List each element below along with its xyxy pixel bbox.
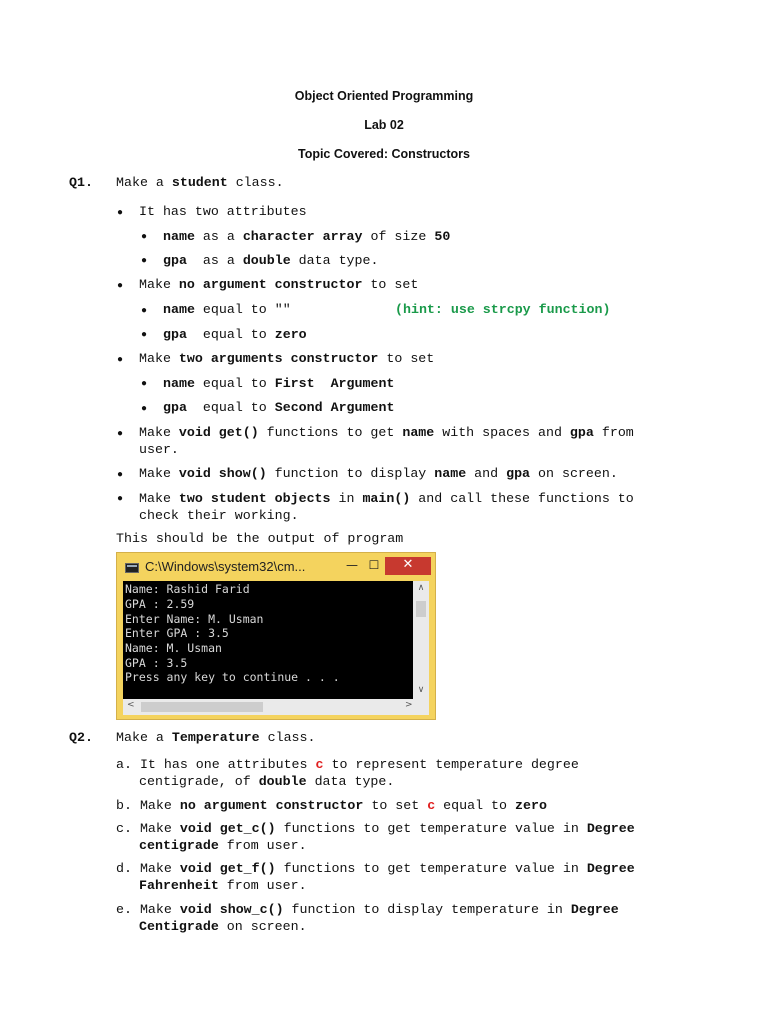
- scroll-thumb[interactable]: [416, 601, 426, 617]
- output-note: This should be the output of program: [116, 531, 404, 546]
- scroll-right-icon[interactable]: >: [405, 700, 413, 710]
- bullet-icon: ●: [141, 256, 148, 267]
- q1-attr-gpa: gpa as a double data type.: [163, 253, 379, 268]
- q1-bullet-get: Make void get() functions to get name with spaces and gpa from: [139, 425, 634, 440]
- console-titlebar[interactable]: [117, 553, 435, 581]
- course-title: Object Oriented Programming: [294, 89, 474, 103]
- bullet-icon: ●: [117, 429, 124, 440]
- console-title: C:\Windows\system32\cm...: [145, 559, 306, 574]
- q1-bullet-two-arg: Make two arguments constructor to set: [139, 351, 435, 366]
- scroll-left-icon[interactable]: <: [127, 700, 135, 710]
- bullet-icon: ●: [141, 306, 148, 317]
- bullet-icon: ●: [117, 208, 124, 219]
- horizontal-scrollbar[interactable]: [123, 699, 429, 715]
- q1-label: Q1.: [69, 175, 93, 190]
- console-line: GPA : 3.5: [125, 656, 188, 670]
- q1-intro: Make a student class.: [116, 175, 284, 190]
- q1-two-arg-gpa: gpa equal to Second Argument: [163, 400, 395, 415]
- bullet-icon: ●: [117, 281, 124, 292]
- console-line: GPA : 2.59: [125, 597, 195, 611]
- console-icon: [125, 563, 139, 573]
- bullet-icon: ●: [117, 355, 124, 366]
- topic-title: Topic Covered: Constructors: [297, 147, 470, 161]
- bullet-icon: ●: [141, 404, 148, 415]
- console-line: Press any key to continue . . .: [125, 670, 340, 684]
- q2-item-b: b. Make no argument constructor to set c equal to zero: [116, 798, 547, 813]
- console-window: [116, 552, 436, 720]
- q1-bullet-main-cont: check their working.: [139, 508, 299, 523]
- q1-two-arg-name: name equal to First Argument: [163, 376, 395, 391]
- bullet-icon: ●: [117, 470, 124, 481]
- bullet-icon: ●: [141, 379, 148, 390]
- console-line: Enter GPA : 3.5: [125, 626, 229, 640]
- q2-item-c-cont: centigrade from user.: [139, 838, 307, 853]
- console-line: Name: Rashid Farid: [125, 582, 250, 596]
- q1-no-arg-name: name equal to "": [163, 302, 291, 317]
- q2-label: Q2.: [69, 730, 93, 745]
- console-output: [123, 581, 413, 715]
- q1-bullet-attributes: It has two attributes: [139, 204, 307, 219]
- q1-bullet-no-arg: Make no argument constructor to set: [139, 277, 419, 292]
- q2-item-e-cont: Centigrade on screen.: [139, 919, 307, 934]
- console-line: Enter Name: M. Usman: [125, 612, 264, 626]
- minimize-icon[interactable]: —: [346, 558, 358, 572]
- q2-intro: Make a Temperature class.: [116, 730, 316, 745]
- bullet-icon: ●: [117, 494, 124, 505]
- q2-item-e: e. Make void show_c() function to display temperature in Degree: [116, 902, 619, 917]
- scroll-thumb[interactable]: [141, 702, 263, 712]
- hint-text: (hint: use strcpy function): [395, 302, 611, 317]
- lab-number: Lab 02: [364, 118, 404, 132]
- q2-item-c: c. Make void get_c() functions to get temperature value in Degree: [116, 821, 635, 836]
- q2-item-a-cont: centigrade, of double data type.: [139, 774, 395, 789]
- vertical-scrollbar[interactable]: [413, 581, 429, 699]
- q1-bullet-main: Make two student objects in main() and call these functions to: [139, 491, 634, 506]
- bullet-icon: ●: [141, 330, 148, 341]
- close-icon[interactable]: ✕: [385, 557, 431, 575]
- q2-item-a: a. It has one attributes c to represent temperature degree: [116, 757, 579, 772]
- q1-no-arg-gpa: gpa equal to zero: [163, 327, 307, 342]
- maximize-icon[interactable]: ☐: [368, 558, 380, 572]
- scroll-down-icon[interactable]: ∨: [417, 685, 425, 695]
- console-line: Name: M. Usman: [125, 641, 222, 655]
- scroll-up-icon[interactable]: ∧: [417, 583, 425, 593]
- q2-item-d-cont: Fahrenheit from user.: [139, 878, 307, 893]
- q1-bullet-show: Make void show() function to display name and gpa on screen.: [139, 466, 618, 481]
- bullet-icon: ●: [141, 232, 148, 243]
- q1-attr-name: name as a character array of size 50: [163, 229, 451, 244]
- q2-item-d: d. Make void get_f() functions to get temperature value in Degree: [116, 861, 635, 876]
- q1-bullet-get-cont: user.: [139, 442, 179, 457]
